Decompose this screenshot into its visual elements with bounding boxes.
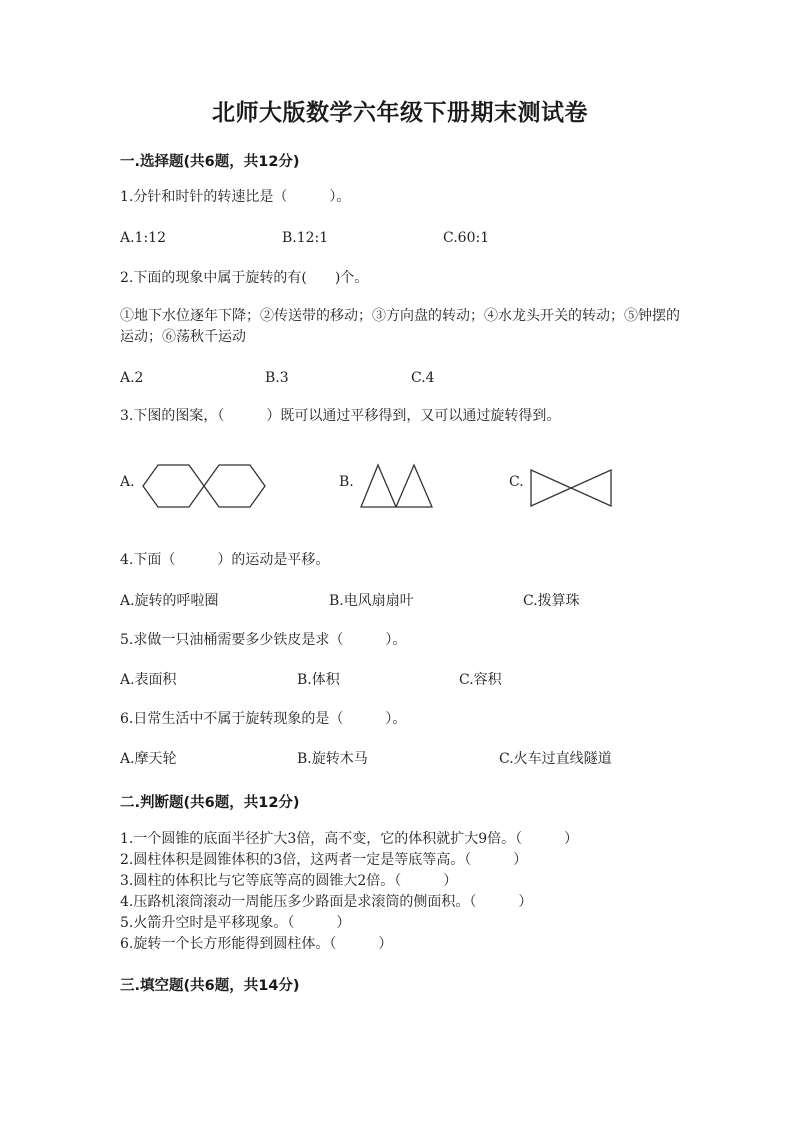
- hexagon-left-shape: [143, 465, 204, 507]
- triangle-left-shape: [361, 465, 396, 507]
- q4-option-a: A.旋转的呼啦圈: [120, 593, 219, 609]
- question-2-stem: 2.下面的现象中属于旋转的有( )个。: [120, 270, 369, 286]
- hexagon-right-shape: [204, 465, 265, 507]
- judge-item-5: 5.火箭升空时是平移现象。（ ）: [120, 915, 351, 931]
- section-heading-judge: 二.判断题(共6题，共12分): [120, 795, 300, 811]
- section-heading-choice: 一.选择题(共6题，共12分): [120, 154, 300, 170]
- figure-two-hexagons: [140, 462, 270, 514]
- q6-option-a: A.摩天轮: [120, 751, 177, 767]
- q2-option-b: B.3: [265, 370, 289, 386]
- judge-item-3: 3.圆柱的体积比与它等底等高的圆锥大2倍。（ ）: [120, 873, 458, 889]
- q6-option-b: B.旋转木马: [297, 751, 368, 767]
- q3-option-a: A.: [120, 474, 135, 490]
- judge-item-4: 4.压路机滚筒滚动一周能压多少路面是求滚筒的侧面积。（ ）: [120, 894, 533, 910]
- judge-item-1: 1.一个圆锥的底面半径扩大3倍，高不变，它的体积就扩大9倍。（ ）: [120, 831, 579, 847]
- judge-item-2: 2.圆柱体积是圆锥体积的3倍，这两者一定是等底等高。（ ）: [120, 852, 528, 868]
- q2-option-c: C.4: [411, 370, 435, 386]
- q5-option-c: C.容积: [459, 672, 502, 688]
- q2-option-a: A.2: [120, 370, 144, 386]
- q1-option-c: C.60:1: [443, 230, 490, 246]
- triangle-right-shape: [396, 465, 432, 507]
- figure-two-triangles: [358, 462, 438, 514]
- q1-option-a: A.1:12: [120, 230, 166, 246]
- section-heading-fill: 三.填空题(共6题，共14分): [120, 978, 300, 994]
- q5-option-b: B.体积: [297, 672, 340, 688]
- question-2-detail: ①地下水位逐年下降；②传送带的移动；③方向盘的转动；④水龙头开关的转动；⑤钟摆的运动；⑥荡秋千运动: [120, 308, 680, 345]
- q3-option-c: C.: [509, 474, 524, 490]
- bowtie-left-triangle: [531, 470, 571, 506]
- question-3-stem: 3.下图的图案，（ ）既可以通过平移得到，又可以通过旋转得到。: [120, 408, 561, 424]
- q6-option-c: C.火车过直线隧道: [499, 751, 612, 767]
- question-1-stem: 1.分针和时针的转速比是（ ）。: [120, 189, 351, 205]
- q4-option-c: C.拨算珠: [523, 593, 580, 609]
- figure-bowtie: [528, 467, 614, 511]
- judge-item-6: 6.旋转一个长方形能得到圆柱体。（ ）: [120, 936, 393, 952]
- question-5-stem: 5.求做一只油桶需要多少铁皮是求（ ）。: [120, 632, 407, 648]
- bowtie-right-triangle: [571, 470, 611, 506]
- page-title: 北师大版数学六年级下册期末测试卷: [212, 100, 588, 126]
- q3-option-b: B.: [339, 474, 354, 490]
- question-6-stem: 6.日常生活中不属于旋转现象的是（ ）。: [120, 711, 407, 727]
- q4-option-b: B.电风扇扇叶: [329, 593, 414, 609]
- question-4-stem: 4.下面（ ）的运动是平移。: [120, 552, 330, 568]
- q1-option-b: B.12:1: [282, 230, 329, 246]
- q5-option-a: A.表面积: [120, 672, 177, 688]
